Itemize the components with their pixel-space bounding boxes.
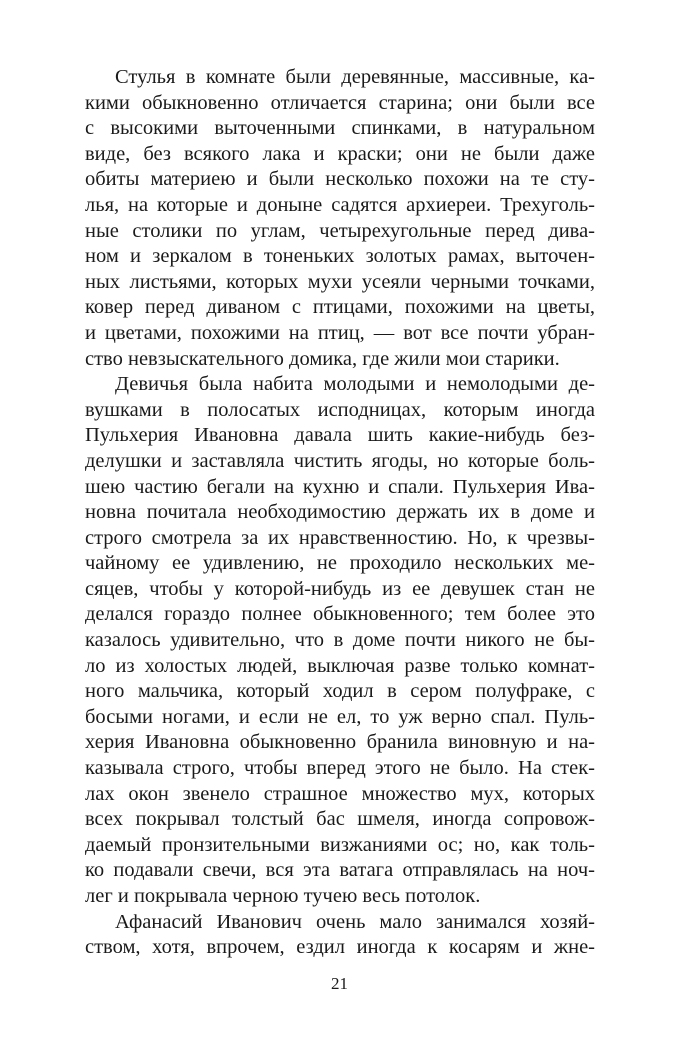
text-line: босыми ногами, и если не ел, то уж верно спал. Пуль- xyxy=(85,705,595,728)
text-line: ном и зеркалом в тоненьких золотых рамах, выточен- xyxy=(85,245,595,268)
text-line: виде, без всякого лака и краски; они не были даже xyxy=(85,142,595,165)
text-line: кими обыкновенно отличается старина; они были все xyxy=(85,91,595,114)
text-line: сяцев, чтобы у которой-нибудь из ее девушек стан не xyxy=(85,577,595,600)
body-text xyxy=(85,65,595,961)
text-line: ных листьями, которых мухи усеяли черными точками, xyxy=(85,270,595,293)
text-line: чайному ее удивлению, не проходило нескольких ме- xyxy=(85,552,595,575)
text-line: лах окон звенело страшное множество мух, которых xyxy=(85,782,595,805)
text-line: с высокими выточенными спинками, в натуральном xyxy=(85,117,595,140)
text-line: казалось удивительно, что в доме почти никого не бы- xyxy=(85,629,595,652)
paragraph xyxy=(85,65,595,372)
text-line: казывала строго, чтобы вперед этого не было. На стек- xyxy=(85,757,595,780)
text-line: ного мальчика, который ходил в сером полуфраке, с xyxy=(85,680,595,703)
text-line: Девичья была набита молодыми и немолодыми де- xyxy=(115,373,595,396)
paragraph xyxy=(85,910,595,961)
text-line: делушки и заставляла чистить ягоды, но которые боль- xyxy=(85,449,595,472)
text-line: херия Ивановна обыкновенно бранила виновную и на- xyxy=(85,731,595,754)
text-line: ство невзыскательного домика, где жили мои старики. xyxy=(85,347,560,370)
text-line: новна почитала необходимостию держать их в доме и xyxy=(85,501,595,524)
text-line: Пульхерия Ивановна давала шить какие-нибудь без- xyxy=(85,424,595,447)
text-line: вушками в полосатых исподницах, которым иногда xyxy=(85,398,595,421)
text-line: даемый пронзительными визжаниями ос; но, как толь- xyxy=(85,833,595,856)
text-line: Стулья в комнате были деревянные, массивные, ка- xyxy=(115,66,595,88)
text-line: ные столики по углам, четырехугольные перед дива- xyxy=(85,219,595,242)
text-line: обиты материею и были несколько похожи на те сту- xyxy=(85,168,595,191)
text-line: строго смотрела за их нравственностию. Но, к чрезвы- xyxy=(85,526,595,549)
text-line: делался гораздо полнее обыкновенного; тем более это xyxy=(85,603,595,626)
text-line: и цветами, похожими на птиц, — вот все почти убран- xyxy=(85,321,595,344)
page-number: 21 xyxy=(331,974,348,993)
text-line: шею частию бегали на кухню и спали. Пульхерия Ива- xyxy=(85,475,595,498)
text-line: Афанасий Иванович очень мало занимался хозяй- xyxy=(115,910,595,933)
paragraph xyxy=(85,372,595,909)
text-line: ло из холостых людей, выключая разве только комнат- xyxy=(85,654,595,677)
text-line: всех покрывал толстый бас шмеля, иногда сопровож- xyxy=(85,808,595,831)
text-line: ковер перед диваном с птицами, похожими на цветы, xyxy=(85,296,595,319)
text-line: лья, на которые и доныне садятся архиереи. Трехуголь- xyxy=(85,193,595,216)
text-line: ко подавали свечи, вся эта ватага отправлялась на ноч- xyxy=(85,859,595,882)
text-line: ством, хотя, впрочем, ездил иногда к косарям и жне- xyxy=(85,936,595,959)
text-line: лег и покрывала черною тучею весь потолок. xyxy=(85,885,481,907)
